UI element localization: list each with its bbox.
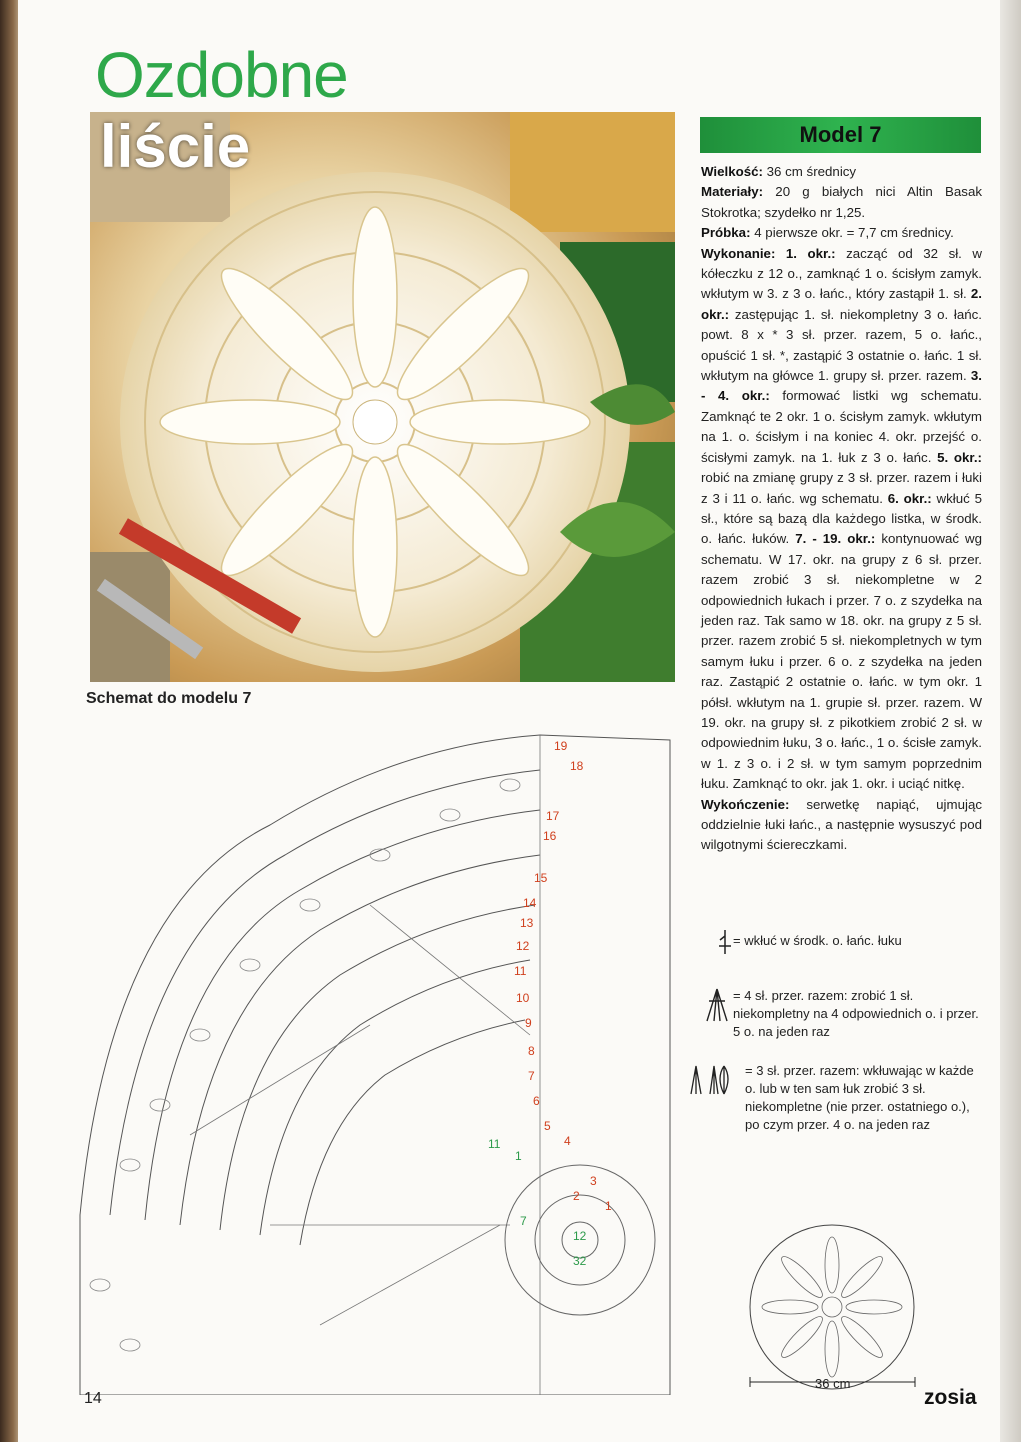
four-dc-together-icon: [703, 985, 731, 1025]
round-number: 4: [564, 1134, 571, 1148]
round-number: 11: [488, 1137, 501, 1151]
round-number: 14: [523, 896, 537, 910]
three-dc-together-icon: [688, 1062, 736, 1096]
page-subtitle: liście: [100, 113, 251, 180]
model-banner: [700, 117, 981, 153]
diameter-label: 36 cm: [815, 1376, 851, 1391]
round-number: 2: [573, 1189, 580, 1203]
round-number: 16: [543, 829, 557, 843]
instruction-materials: Materiały: 20 g białych nici Altin Basak Stokrotka; szydełko nr 1,25.: [701, 184, 982, 220]
binding-edge-right: [1000, 0, 1021, 1442]
instruction-size: Wielkość: 36 cm średnicy: [701, 164, 857, 179]
round-number: 7: [528, 1069, 535, 1083]
round-number: 19: [554, 739, 568, 753]
legend-item-2: = 4 sł. przer. razem: zrobić 1 sł. niekompletny na 4 odpowiednich o. i przer. 5 o. na jeden raz: [733, 988, 979, 1039]
legend-item-1: = wkłuć w środk. o. łańc. łuku: [733, 933, 902, 948]
round-number: 3: [590, 1174, 597, 1188]
instruction-finishing: Wykończenie: serwetkę napiąć, ujmując oddzielnie łuki łańc., a następnie wysuszyć pod wilgotnymi ściereczkami.: [701, 796, 982, 853]
stitch-into-arc-icon: [717, 928, 733, 956]
instructions-text: [701, 162, 982, 856]
page-title: Ozdobne: [95, 39, 348, 111]
round-number: 15: [534, 871, 548, 885]
round-number: 11: [514, 964, 527, 978]
round-number: 18: [570, 759, 584, 773]
round-number: 13: [520, 916, 534, 930]
round-number: 5: [544, 1119, 551, 1133]
round-number: 8: [528, 1044, 535, 1058]
model-label: Model 7: [799, 122, 882, 147]
doily-photo: [90, 112, 675, 682]
round-number: 32: [573, 1254, 587, 1268]
round-number: 10: [516, 991, 530, 1005]
brand-logo: zosia: [924, 1386, 977, 1409]
crochet-diagram: [70, 705, 710, 1395]
round-number: 6: [533, 1094, 540, 1108]
page-number: 14: [84, 1390, 102, 1407]
legend-item-3: = 3 sł. przer. razem: wkłuwając w każde o. lub w ten sam łuk zrobić 3 sł. niekompletne (nie przer. ostatniego o.), po czym przer. 4 o. na jeden raz: [745, 1063, 974, 1132]
round-number: 12: [516, 939, 530, 953]
round-number: 9: [525, 1016, 532, 1030]
schema-caption: Schemat do modelu 7: [86, 690, 252, 707]
round-number: 1: [515, 1149, 522, 1163]
instruction-rounds: Wykonanie: 1. okr.: zacząć od 32 sł. w kółeczku z 12 o., zamknąć 1 o. ścisłym zamyk. wkłutym w 3. z 3 o. łańc., który zastąpił 1. sł. 2. okr.: zastępując 1. sł. niekompletny 3 o. łańc. powt. 8 x * 3 sł. przer. razem, 5 o. łańc., opuścić 1 sł. *, zastąpić 3 ostatnie o. łańc. 1 sł. wkłutym na główce 1. grupy sł. przer. razem. 3. - 4. okr.: formować listki wg schematu. Zamknąć te 2 okr. 1 o. ścisłym zamyk. wkłutym na 1. o. ścisłym i na koniec 4. okr. przejść o. ścisłymi zamyk. na 1. łuk z 3 o. łańc. 5. okr.: robić na zmianę grupy z 3 sł. przer. razem i łuki z 3 i 11 o. łańc. wg schematu. 6. okr.: wkłuć 5 sł., które są bazą dla każdego listka, w środk. o. łańc. łuków. 7. - 19. okr.: kontynuować wg schematu. W 17. okr. na grupy z 6 sł. przer. razem zrobić 3 sł. niekompletne w 2 odpowiednich łukach i przer. 7 o. z szydełka na jeden raz. Tak samo w 18. okr. na grupy z 5 sł. przer. razem zrobić 5 sł. niekompletnych w tym samym łuku i przer. 6 o. z szydełka na jeden raz. Zastąpić 2 ostatnie o. łańc. w tym okr. 1 półsł. wkłutym na 1. grupie sł. przer. razem. W 19. okr. na grupy sł. z pikotkiem zrobić 2 sł. w odpowiednim łuku, 3 o. łańc., 1 o. ścisłe zamyk. w 1. z 3 o. i 2 sł. w tym samym poprzednim łuku. Zamknąć to okr. jak 1. okr. i uciąć nitkę.: [701, 245, 983, 792]
round-number: 12: [573, 1229, 587, 1243]
round-number: 1: [605, 1199, 612, 1213]
round-number: 17: [546, 809, 560, 823]
round-number: 7: [520, 1214, 527, 1228]
instruction-gauge: Próbka: 4 pierwsze okr. = 7,7 cm średnicy.: [701, 225, 954, 241]
doily-outline-thumbnail: [745, 1220, 920, 1395]
